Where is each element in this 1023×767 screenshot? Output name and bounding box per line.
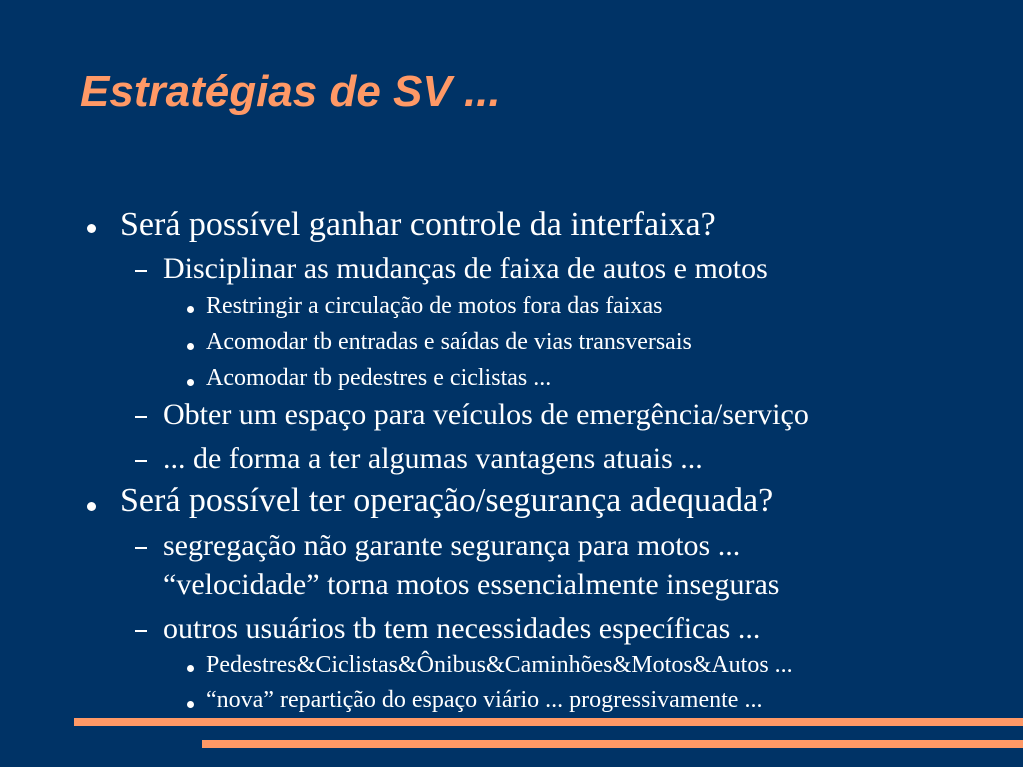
sub-sub-item: Acomodar tb entradas e saídas de vias transversais: [206, 329, 692, 355]
sub-sub-item: Restringir a circulação de motos fora das faixas: [206, 293, 663, 319]
sub-sub-item: Pedestres&Ciclistas&Ônibus&Caminhões&Motos&Autos ...: [206, 652, 793, 678]
dash-icon: [135, 630, 147, 632]
sub-item: Obter um espaço para veículos de emergência/serviço: [163, 398, 809, 431]
sub-item-continuation: “velocidade” torna motos essencialmente inseguras: [163, 568, 780, 601]
sub-item: ... de forma a ter algumas vantagens atuais ...: [163, 442, 703, 475]
bullet-item: Será possível ganhar controle da interfaixa?: [120, 206, 716, 243]
dash-icon: [135, 547, 147, 549]
sub-item: Disciplinar as mudanças de faixa de autos e motos: [163, 252, 768, 285]
sub-item: segregação não garante segurança para motos ...: [163, 529, 741, 562]
bullet-icon: [87, 502, 96, 511]
bullet-icon: [187, 379, 194, 386]
decorative-rule-top: [74, 718, 1023, 726]
bullet-icon: [87, 224, 96, 233]
bullet-icon: [187, 665, 194, 672]
bullet-icon: [187, 343, 194, 350]
bullet-icon: [187, 306, 194, 313]
dash-icon: [135, 460, 147, 462]
sub-sub-item: “nova” repartição do espaço viário ... progressivamente ...: [206, 687, 763, 713]
sub-item: outros usuários tb tem necessidades específicas ...: [163, 612, 761, 645]
dash-icon: [135, 270, 147, 272]
sub-sub-item: Acomodar tb pedestres e ciclistas ...: [206, 365, 552, 391]
decorative-rule-bottom: [202, 740, 1023, 748]
slide-title: Estratégias de SV ...: [80, 67, 501, 116]
bullet-icon: [187, 701, 194, 708]
bullet-item: Será possível ter operação/segurança adequada?: [120, 482, 774, 519]
dash-icon: [135, 416, 147, 418]
